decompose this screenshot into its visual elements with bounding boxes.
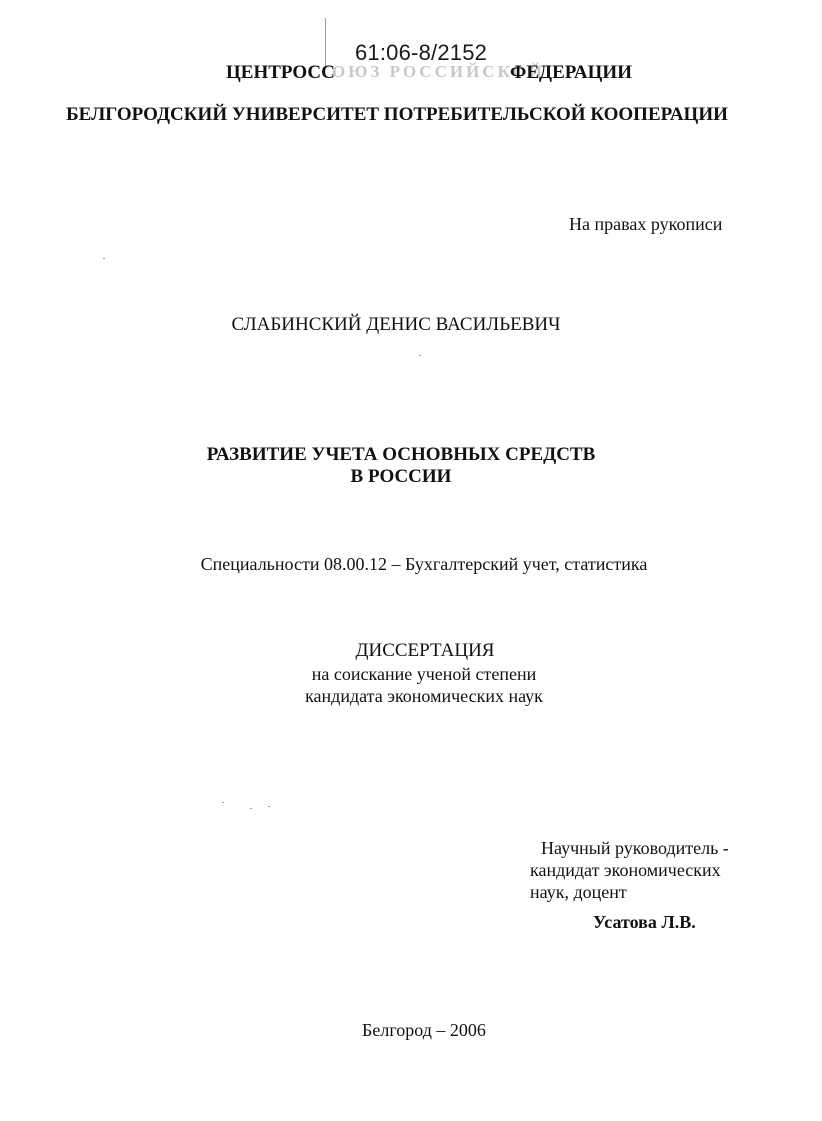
org-name-left: ЦЕНТРОСС (226, 62, 335, 83)
archive-stamp-code: 61:06-8/2152 (355, 40, 488, 65)
scan-mark (250, 808, 252, 809)
scan-mark (268, 806, 270, 807)
city-year: Белгород – 2006 (362, 1020, 486, 1040)
thesis-title-line-1: РАЗВИТИЕ УЧЕТА ОСНОВНЫХ СРЕДСТВ (206, 444, 596, 465)
supervisor-title: наук, доцент (530, 882, 627, 902)
degree-field: кандидата экономических наук (305, 686, 543, 706)
thesis-title-line-2: В РОССИИ (350, 466, 452, 487)
supervisor-name: Усатова Л.В. (593, 912, 696, 932)
university-name: БЕЛГОРОДСКИЙ УНИВЕРСИТЕТ ПОТРЕБИТЕЛЬСКОЙ КООПЕРАЦИИ (66, 104, 728, 125)
supervisor-role: Научный руководитель - (541, 838, 729, 858)
author-name: СЛАБИНСКИЙ ДЕНИС ВАСИЛЬЕВИЧ (231, 314, 561, 335)
supervisor-degree: кандидат экономических (530, 860, 721, 880)
degree-line: на соискание ученой степени (311, 664, 537, 684)
org-name-faded: ОЮЗ РОССИЙСКОЙ (332, 62, 545, 81)
thesis-type: ДИССЕРТАЦИЯ (355, 640, 495, 661)
manuscript-rights: На правах рукописи (569, 214, 723, 234)
scan-mark-vertical (325, 18, 326, 68)
scan-mark (222, 802, 224, 803)
org-name-right: ФЕДЕРАЦИИ (510, 62, 632, 83)
scan-mark (419, 355, 421, 356)
scan-mark (103, 258, 105, 259)
specialty: Специальности 08.00.12 – Бухгалтерский учет, статистика (200, 554, 648, 574)
